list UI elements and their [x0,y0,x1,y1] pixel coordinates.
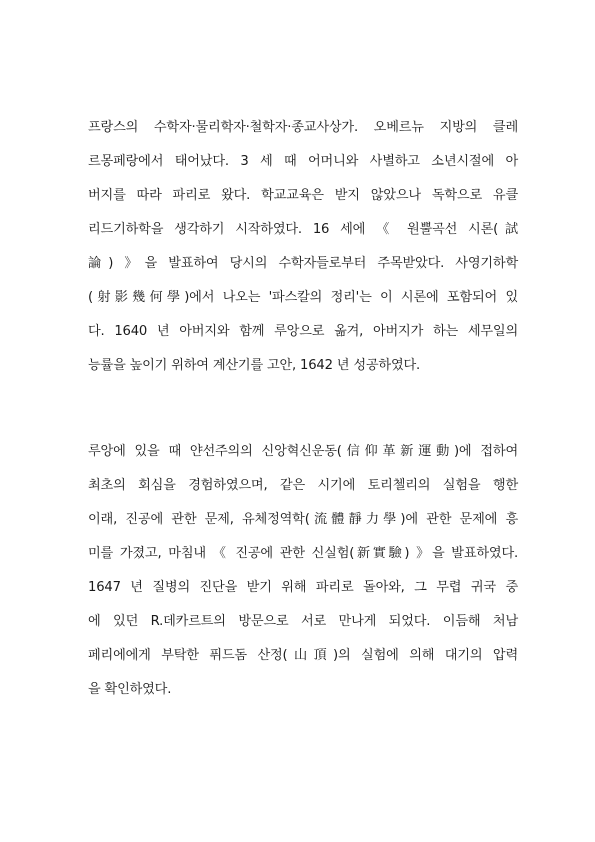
text-line: 에 있던 R.데카르트의 방문으로 서로 만나게 되었다. 이듬해 처남 [88,614,518,629]
text-line: 페리에에게 부탁한 퓌드돔 산정(山頂)의 실험에 의해 대기의 압력 [88,648,518,663]
text-line: 리드기하학을 생각하기 시작하였다. 16 세에 《 원뿔곡선 시론(試 [88,222,518,237]
text-line: 능률을 높이기 위하여 계산기를 고안, 1642 년 성공하였다. [88,358,421,373]
text-line: 을 확인하였다. [88,682,172,697]
text-line: 이래, 진공에 관한 문제, 유체정역학(流體靜力學)에 관한 문제에 흥 [88,512,518,527]
paragraph-2 [88,435,518,707]
text-line: 최초의 회심을 경험하였으며, 같은 시기에 토리첼리의 실험을 행한 [88,478,518,493]
text-line: 버지를 따라 파리로 왔다. 학교교육은 받지 않았으나 독학으로 유클 [88,188,518,203]
text-line: 루앙에 있을 때 얀선주의의 신앙혁신운동(信仰革新運動)에 접하여 [88,444,518,459]
text-line: 1647 년 질병의 진단을 받기 위해 파리로 돌아와, 그 무렵 귀국 중 [88,580,518,595]
text-line: (射影幾何學)에서 나오는 '파스칼의 정리'는 이 시론에 포함되어 있 [88,290,518,305]
text-line: 르몽페랑에서 태어났다. 3 세 때 어머니와 사별하고 소년시절에 아 [88,154,518,169]
paragraph-1 [88,111,518,383]
text-line: 論) 》을 발표하여 당시의 수학자들로부터 주목받았다. 사영기하학 [88,256,518,271]
text-line: 다. 1640 년 아버지와 함께 루앙으로 옮겨, 아버지가 하는 세무일의 [88,324,518,339]
text-line: 미를 가졌고, 마침내 《 진공에 관한 신실험(新實驗) 》을 발표하였다. [88,546,518,561]
text-line: 프랑스의 수학자·물리학자·철학자·종교사상가. 오베르뉴 지방의 클레 [88,120,518,135]
